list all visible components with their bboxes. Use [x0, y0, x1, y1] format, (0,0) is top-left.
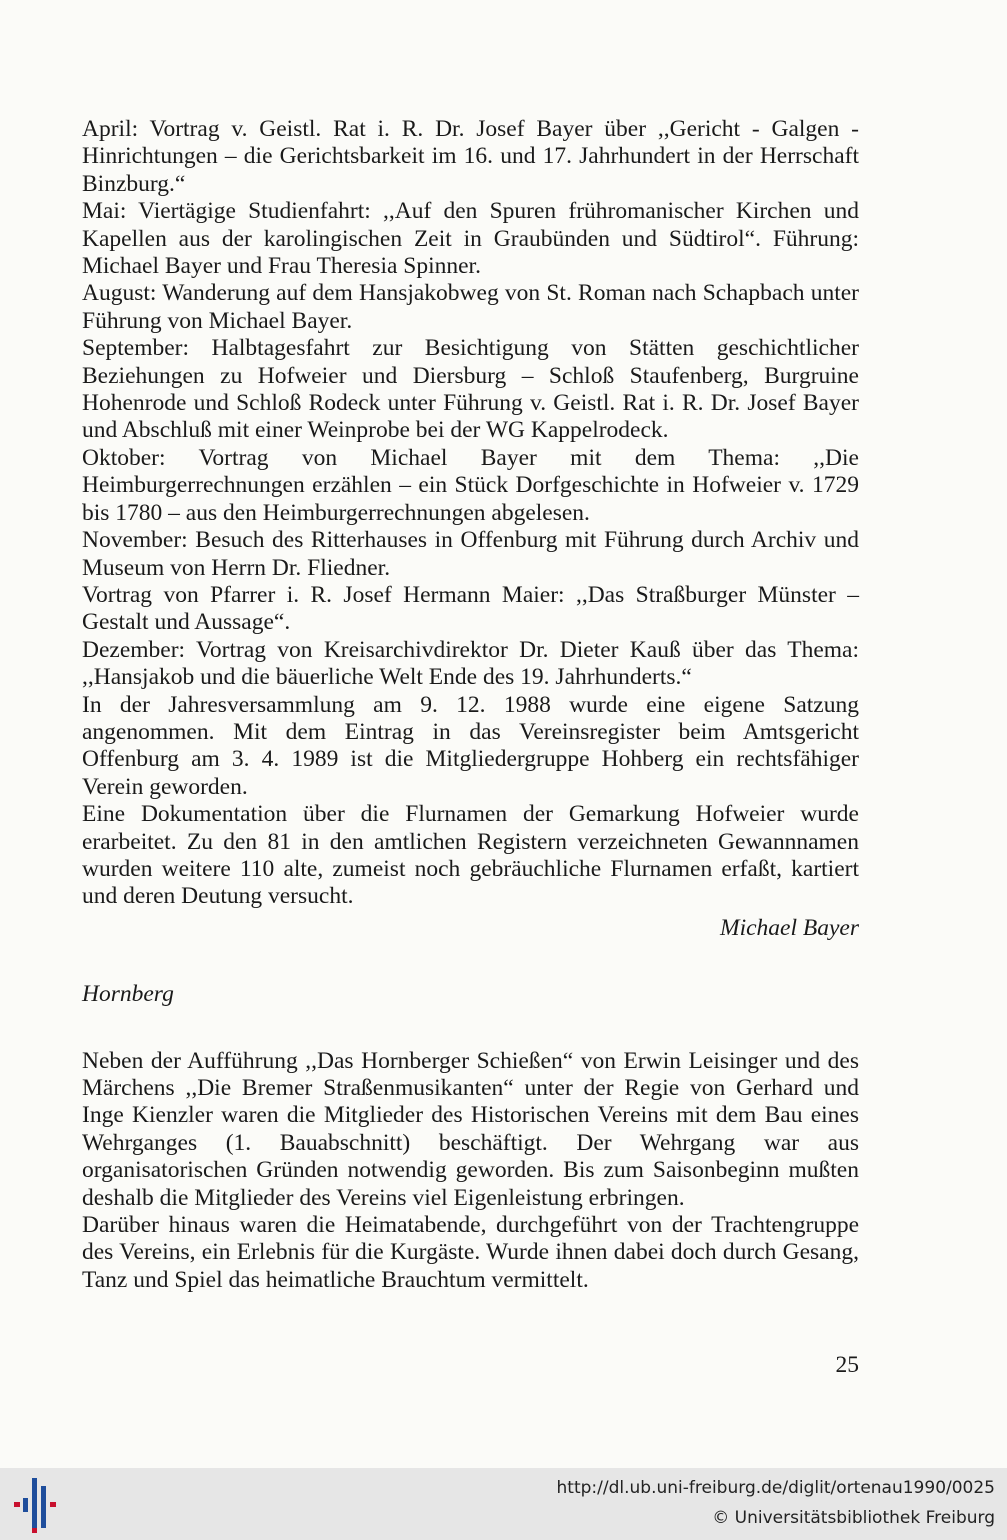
copyright-text: © Universitätsbibliothek Freiburg	[712, 1508, 995, 1528]
paragraph: Oktober: Vortrag von Michael Bayer mit dem Thema: ,,Die Heimburgerrechnungen erzählen – ein Stück Dorfgeschichte in Hofweier v. 1729 bis 1780 – aus den Heimburgerrechnungen abgelesen.	[82, 444, 859, 526]
section-heading: Hornberg	[82, 981, 174, 1008]
author-signature: Michael Bayer	[720, 914, 859, 941]
paragraph: In der Jahresversammlung am 9. 12. 1988 wurde eine eigene Satzung angenommen. Mit dem Eintrag in das Vereinsregister beim Amtsgericht Offenburg am 3. 4. 1989 ist die Mitgliedergruppe Hohberg ein rechtsfähiger Verein geworden.	[82, 691, 859, 800]
paragraph: Eine Dokumentation über die Flurnamen der Gemarkung Hofweier wurde erarbeitet. Zu den 81 in den amtlichen Registern verzeichneten Gewannnamen wurden weitere 110 alte, zumeist noch gebräuchliche Flurnamen erfaßt, kartiert und deren Deutung versucht.	[82, 801, 859, 910]
paragraph: Mai: Viertägige Studienfahrt: ,,Auf den Spuren frühromanischer Kirchen und Kapellen aus der karolingischen Zeit in Graubünden und Südtirol“. Führung: Michael Bayer und Frau Theresia Spinner.	[82, 198, 859, 280]
paragraph: April: Vortrag v. Geistl. Rat i. R. Dr. Josef Bayer über ,,Gericht - Galgen - Hinrichtungen – die Gerichtsbarkeit im 16. und 17. Jahrhundert in der Herrschaft Binzburg.“	[82, 116, 859, 197]
paragraph: Dezember: Vortrag von Kreisarchivdirektor Dr. Dieter Kauß über das Thema: ,,Hansjakob und die bäuerliche Welt Ende des 19. Jahrhunderts.“	[82, 636, 859, 691]
body-text	[82, 116, 859, 1294]
page-number: 25	[835, 1352, 859, 1378]
paragraph: Neben der Aufführung ,,Das Hornberger Schießen“ von Erwin Leisinger und des Märchens ,,Die Bremer Straßenmusikanten“ unter der Regie von Gerhard und Inge Kienzler waren die Mitglieder des Historischen Vereins mit dem Bau eines Wehrganges (1. Bauabschnitt) beschäftigt. Der Wehrgang war aus organisatorischen Gründen notwendig geworden. Bis zum Saisonbeginn mußten deshalb die Mitglieder des Vereins viel Eigenleistung erbringen.	[82, 1047, 859, 1211]
source-url-link[interactable]: http://dl.ub.uni-freiburg.de/diglit/ortenau1990/0025	[556, 1478, 995, 1498]
paragraph: September: Halbtagesfahrt zur Besichtigung von Stätten geschichtlicher Beziehungen zu Hofweier und Diersburg – Schloß Staufenberg, Burgruine Hohenrode und Schloß Rodeck unter Führung v. Geistl. Rat i. R. Dr. Josef Bayer und Abschluß mit einer Weinprobe bei der WG Kappelrodeck.	[82, 335, 859, 444]
paragraph: Darüber hinaus waren die Heimatabende, durchgeführt von der Trachtengruppe des Vereins, ein Erlebnis für die Kurgäste. Wurde ihnen dabei doch durch Gesang, Tanz und Spiel das heimatliche Brauchtum vermittelt.	[82, 1212, 859, 1293]
paragraph: August: Wanderung auf dem Hansjakobweg von St. Roman nach Schapbach unter Führung von Michael Bayer.	[82, 280, 859, 334]
paragraph: November: Besuch des Ritterhauses in Offenburg mit Führung durch Archiv und Museum von Herrn Dr. Fliedner.	[82, 527, 859, 581]
paragraph: Vortrag von Pfarrer i. R. Josef Hermann Maier: ,,Das Straßburger Münster – Gestalt und Aussage“.	[82, 581, 859, 636]
ub-freiburg-logo-icon	[14, 1476, 64, 1534]
viewer-footer	[0, 1468, 1007, 1540]
